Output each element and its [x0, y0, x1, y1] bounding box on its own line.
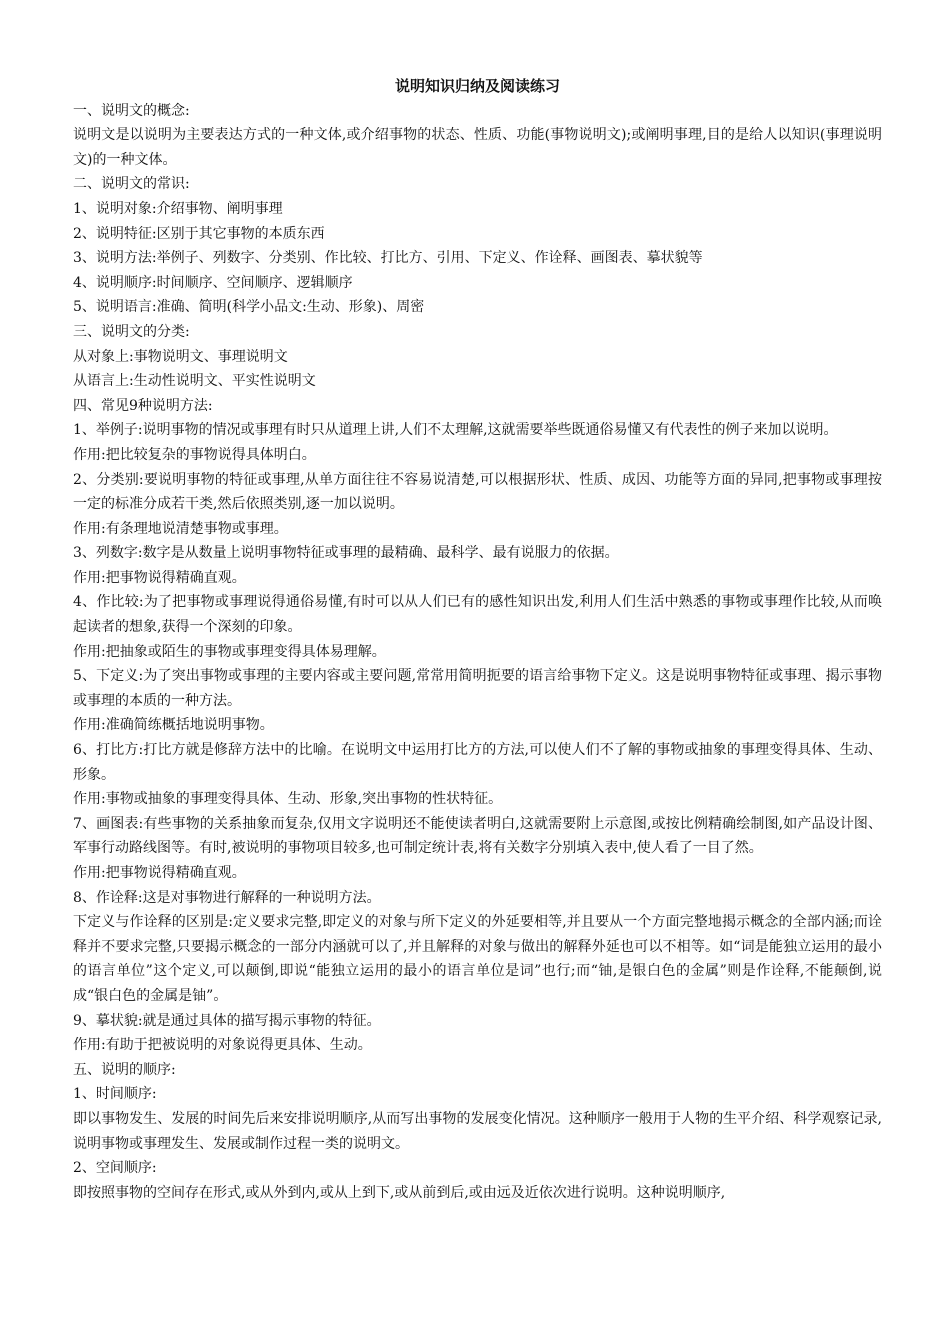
paragraph: 作用:把事物说得精确直观。 — [73, 865, 246, 881]
section-heading: 五、说明的顺序: — [73, 1061, 176, 1078]
paragraph: 9、摹状貌:就是通过具体的描写揭示事物的特征。 — [73, 1012, 381, 1029]
paragraph: 即按照事物的空间存在形式,或从外到内,或从上到下,或从前到后,或由远及近依次进行说明。这种说明顺序, — [73, 1184, 726, 1201]
paragraph: 1、时间顺序: — [73, 1086, 157, 1103]
paragraph: 作用:准确简练概括地说明事物。 — [73, 717, 274, 734]
paragraph: 下定义与作诠释的区别是:定义要求完整,即定义的对象与所下定义的外延要相等,并且要从一个方面完整地揭示概念的全部内涵;而诠释并不要求完整,只要揭示概念的一部分内涵就可以了,并且解释的对象与做出的解释外延也可以不相等。如“词是能独立运用的最小的语言单位”这个定义,可以颠倒,即说“能独立运用的最小的语言单位是词”也行;而“铀,是银白色的金属”则是作诠释,不能颠倒,说成“银白色的金属是铀”。 — [73, 914, 882, 1004]
paragraph: 7、画图表:有些事物的关系抽象而复杂,仅用文字说明还不能使读者明白,这就需要附上示意图,或按比例精确绘制图,如产品设计图、军事行动路线图等。有时,被说明的事物项目较多,也可制定统计表,将有关数字分别填入表中,使人看了一目了然。 — [73, 815, 882, 857]
paragraph: 作用:把事物说得精确直观。 — [73, 569, 246, 586]
paragraph: 6、打比方:打比方就是修辞方法中的比喻。在说明文中运用打比方的方法,可以使人们不了解的事物或抽象的事理变得具体、生动、形象。 — [73, 742, 882, 783]
document-title: 说明知识归纳及阅读练习 — [394, 77, 560, 95]
list-item: 1、说明对象:介绍事物、阐明事理 — [73, 200, 283, 217]
list-item: 从语言上:生动性说明文、平实性说明文 — [73, 373, 316, 390]
paragraph: 4、作比较:为了把事物或事理说得通俗易懂,有时可以从人们已有的感性知识出发,利用人们生活中熟悉的事物或事理作比较,从而唤起读者的想象,获得一个深刻的印象。 — [73, 594, 882, 636]
list-item: 5、说明语言:准确、简明(科学小品文:生动、形象)、周密 — [73, 299, 425, 316]
section-heading: 四、常见9种说明方法: — [73, 397, 213, 414]
paragraph: 作用:把抽象或陌生的事物或事理变得具体易理解。 — [73, 643, 386, 660]
paragraph: 作用:有条理地说清楚事物或事理。 — [73, 520, 288, 537]
section-heading: 一、说明文的概念: — [73, 102, 190, 119]
paragraph: 即以事物发生、发展的时间先后来安排说明顺序,从而写出事物的发展变化情况。这种顺序一般用于人物的生平介绍、科学观察记录,说明事物或事理发生、发展或制作过程一类的说明文。 — [73, 1110, 882, 1152]
paragraph: 作用:事物或抽象的事理变得具体、生动、形象,突出事物的性状特征。 — [73, 791, 503, 808]
paragraph: 8、作诠释:这是对事物进行解释的一种说明方法。 — [73, 889, 381, 906]
section-heading: 三、说明文的分类: — [73, 323, 190, 340]
section-heading: 二、说明文的常识: — [73, 176, 190, 193]
paragraph: 2、空间顺序: — [73, 1160, 157, 1177]
list-item: 从对象上:事物说明文、事理说明文 — [73, 348, 288, 365]
paragraph: 说明文是以说明为主要表达方式的一种文体,或介绍事物的状态、性质、功能(事物说明文);或阐明事理,目的是给人以知识(事理说明文)的一种文体。 — [73, 127, 882, 168]
paragraph: 作用:把比较复杂的事物说得具体明白。 — [73, 446, 316, 463]
list-item: 2、说明特征:区别于其它事物的本质东西 — [73, 225, 325, 242]
list-item: 4、说明顺序:时间顺序、空间顺序、逻辑顺序 — [73, 274, 353, 291]
paragraph: 1、举例子:说明事物的情况或事理有时只从道理上讲,人们不太理解,这就需要举些既通俗易懂又有代表性的例子来加以说明。 — [73, 422, 838, 439]
paragraph: 5、下定义:为了突出事物或事理的主要内容或主要问题,常常用简明扼要的语言给事物下定义。这是说明事物特征或事理、揭示事物或事理的本质的一种方法。 — [73, 668, 882, 709]
paragraph: 作用:有助于把被说明的对象说得更具体、生动。 — [73, 1037, 372, 1054]
document-body — [73, 99, 882, 1206]
paragraph: 3、列数字:数字是从数量上说明事物特征或事理的最精确、最科学、最有说服力的依据。 — [73, 545, 619, 562]
paragraph: 2、分类别:要说明事物的特征或事理,从单方面往往不容易说清楚,可以根据形状、性质、成因、功能等方面的异同,把事物或事理按一定的标准分成若干类,然后依照类别,逐一加以说明。 — [73, 471, 882, 513]
list-item: 3、说明方法:举例子、列数字、分类别、作比较、打比方、引用、下定义、作诠释、画图表、摹状貌等 — [73, 250, 703, 267]
